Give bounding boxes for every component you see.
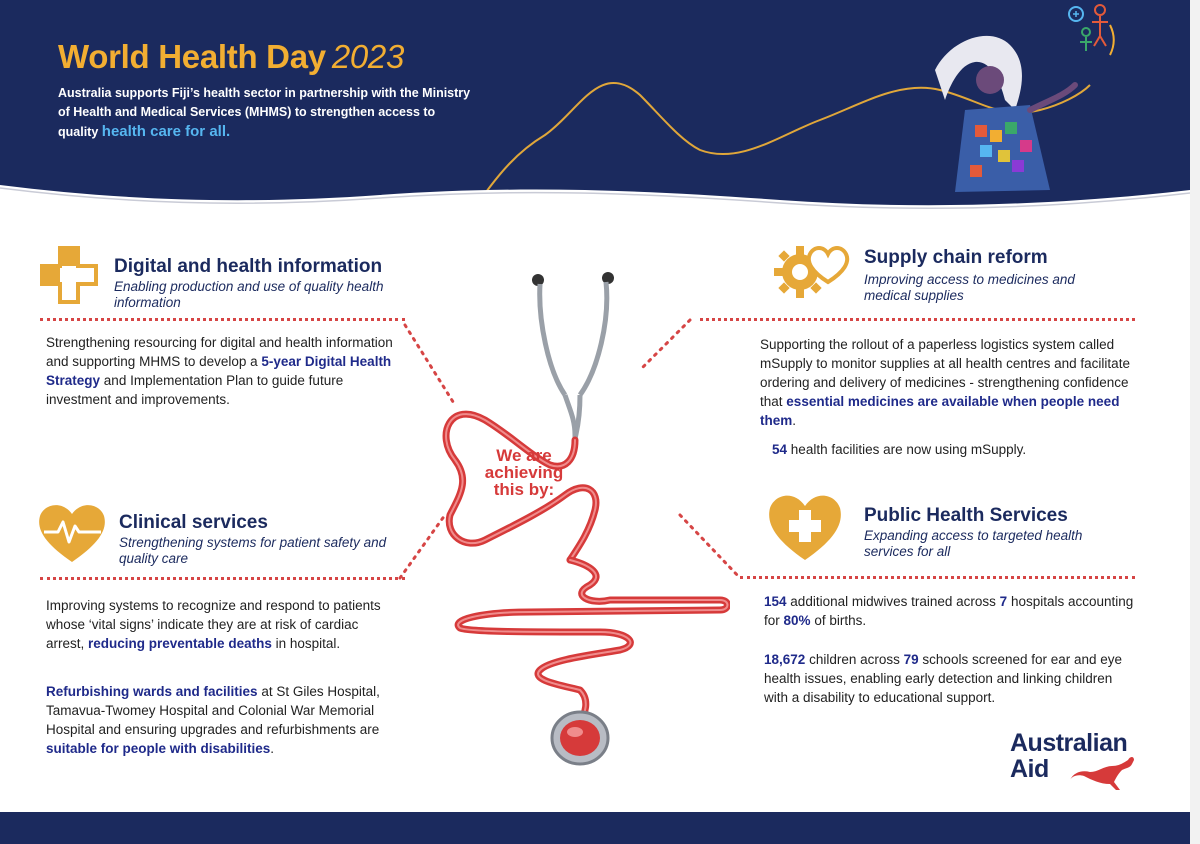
public-section-subtitle: Expanding access to targeted health services for all (864, 528, 1083, 559)
kangaroo-icon (1070, 754, 1140, 794)
digital-p1-bold: 5-year Digital Health Strategy (46, 354, 392, 388)
clinical-section-title: Clinical services (119, 512, 268, 533)
public-s1-num1: 154 (764, 594, 787, 609)
supply-p2: health facilities are now using mSupply. (790, 442, 1027, 457)
title-year: 2023 (331, 38, 405, 75)
heart-cross-icon (766, 492, 844, 562)
australian-aid-logo (1010, 730, 1127, 782)
digital-divider (40, 318, 405, 321)
digital-health-icon (38, 242, 100, 304)
clinical-section-subtitle: Strengthening systems for patient safety and quality care (119, 535, 387, 566)
center-line-2: achieving (484, 463, 564, 482)
digital-section-subtitle: Enabling production and use of quality health information (114, 279, 384, 310)
public-s1-t1: additional midwives trained across (790, 594, 996, 609)
clinical-p2: at St Giles Hospital, Tamavua-Twomey Hospital and Colonial War Memorial Hospital and ensuring upgrades and refurbishments are (46, 684, 380, 737)
heart-pulse-icon (36, 502, 108, 564)
title-text: World Health Day (58, 38, 326, 75)
logo-line-1: Australian (1010, 729, 1128, 757)
clinical-body-1 (46, 596, 396, 653)
clinical-divider (40, 577, 405, 580)
digital-body (46, 333, 396, 409)
subtitle-text: Australia supports Fiji’s health sector in partnership with the Ministry of Health and Medical Services (MHMS) to strengthen access to quality (58, 86, 471, 139)
clinical-p2-end: . (270, 741, 275, 756)
center-line-3: this by: (493, 480, 555, 499)
clinical-p1: Improving systems to recognize and respond to patients whose ‘vital signs’ indicate they are at risk of cardiac arrest, (46, 598, 381, 651)
supply-section-title: Supply chain reform (864, 247, 1048, 268)
supply-divider (700, 318, 1135, 321)
logo-line-2: Aid (1010, 755, 1049, 783)
public-s2-t1: children across (809, 652, 900, 667)
supply-body-1 (760, 335, 1135, 430)
public-s1-num2: 7 (999, 594, 1008, 609)
digital-p1: Strengthening resourcing for digital and health information and supporting MHMS to develop a (46, 335, 393, 369)
public-body-2 (764, 650, 1134, 707)
footer-band (0, 812, 1190, 844)
center-line-1: We are (496, 446, 552, 465)
public-s1-t3: of births. (814, 613, 867, 628)
public-body-1 (764, 592, 1134, 630)
supply-p1-end: . (792, 413, 797, 428)
public-s2-t2: schools screened for ear and eye health issues, enabling early detection and linking children with a disability to educational support. (764, 652, 1123, 705)
supply-body-2 (772, 440, 1132, 459)
supply-section-subtitle: Improving access to medicines and medical supplies (864, 272, 1075, 303)
public-divider (740, 576, 1135, 579)
clinical-body-2 (46, 682, 396, 758)
supply-p1: Supporting the rollout of a paperless logistics system called mSupply to monitor supplies at all health centres and facilitate ordering and delivery of medicines - strengthening confidence that (760, 337, 1130, 409)
public-s1-num3: 80% (783, 613, 811, 628)
public-s2-num2: 79 (903, 652, 919, 667)
public-s2-num1: 18,672 (764, 652, 806, 667)
digital-p1-end: and Implementation Plan to guide future investment and improvements. (46, 373, 344, 407)
public-section-title: Public Health Services (864, 505, 1068, 526)
digital-section-title: Digital and health information (114, 256, 383, 277)
supply-p2-num: 54 (772, 442, 788, 457)
public-s1-t2: hospitals accounting for (764, 594, 1134, 628)
supply-p1-bold: essential medicines are available when people need them (760, 394, 1120, 428)
gear-heart-icon (772, 238, 852, 300)
clinical-p2-bold: Refurbishing wards and facilities (46, 684, 258, 699)
subtitle-highlight: health care for all. (101, 123, 231, 140)
clinical-p2-bold2: suitable for people with disabilities (46, 741, 271, 756)
clinical-p1-end: in hospital. (275, 636, 341, 651)
clinical-p1-bold: reducing preventable deaths (88, 636, 272, 651)
